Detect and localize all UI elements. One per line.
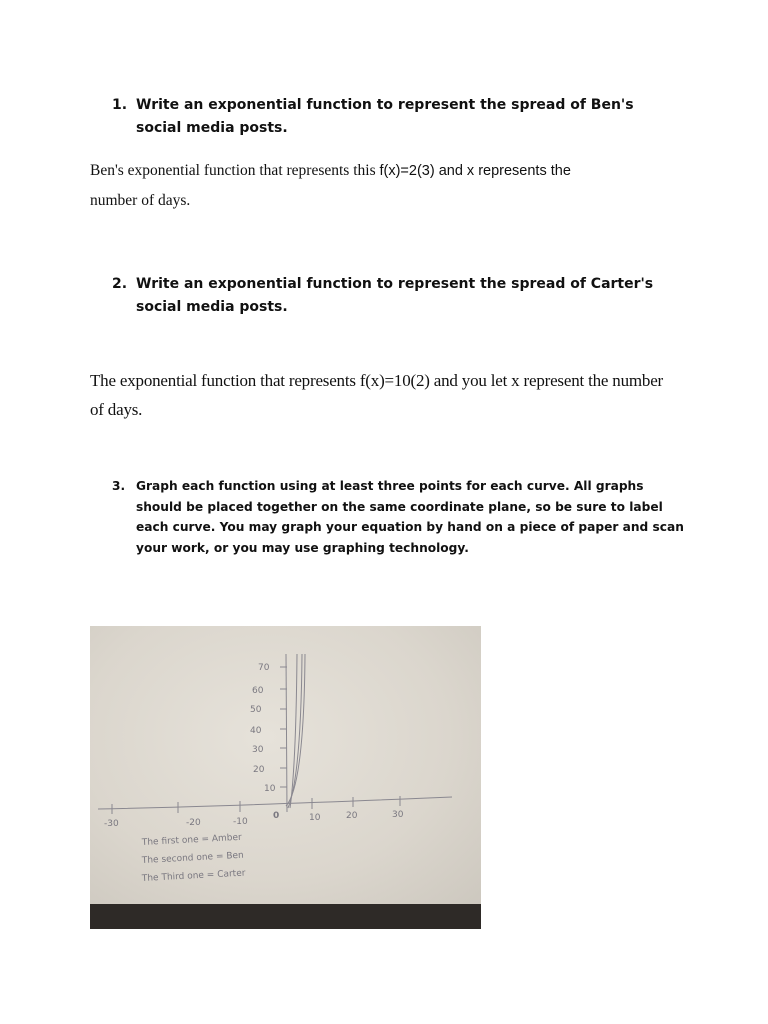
graph-photo	[90, 626, 481, 929]
y-tick-label-40: 40	[250, 726, 262, 736]
question-2	[112, 273, 672, 319]
y-axis-line	[286, 654, 287, 812]
y-tick-label-20: 20	[253, 765, 265, 775]
x-tick-label-20: 20	[346, 811, 358, 821]
x-tick-label-neg30: -30	[104, 819, 119, 829]
x-tick-label-30: 30	[392, 810, 404, 820]
question-3-number: 3.	[112, 479, 126, 493]
y-tick-label-50: 50	[250, 705, 262, 715]
y-tick-label-60: 60	[252, 686, 264, 696]
hand-drawn-graph	[90, 626, 481, 929]
question-1	[112, 94, 672, 140]
answer-1-part1: Ben's exponential function that represents this	[90, 162, 380, 179]
y-tick-label-10: 10	[264, 784, 276, 794]
x-axis-line	[98, 797, 452, 809]
y-tick-label-70: 70	[258, 663, 270, 673]
answer-1	[90, 156, 690, 216]
x-tick-label-neg10: -10	[233, 817, 248, 827]
question-2-number: 2.	[112, 276, 128, 292]
question-1-text: Write an exponential function to represent the spread of Ben's social media posts.	[136, 97, 634, 136]
answer-1-part3: number of days.	[90, 192, 191, 209]
x-tick-label-10: 10	[309, 813, 321, 823]
legend-amber: The first one = Amber	[141, 832, 242, 848]
question-1-number: 1.	[112, 97, 128, 113]
legend-carter: The Third one = Carter	[141, 868, 246, 884]
question-2-text: Write an exponential function to represent the spread of Carter's social media posts.	[136, 276, 654, 315]
question-3	[112, 476, 692, 558]
answer-1-part2: f(x)=2(3) and x represents the	[379, 163, 571, 179]
question-3-text: Graph each function using at least three points for each curve. All graphs should be placed together on the same coordinate plane, so be sure to label each curve. You may graph your equation by hand on a piece of paper and scan your work, or you may use graphing technology.	[136, 479, 684, 555]
curve-amber	[290, 654, 297, 808]
answer-2: The exponential function that represents f(x)=10(2) and you let x represent the number of days.	[90, 371, 664, 419]
origin-label: 0	[273, 811, 280, 821]
x-tick-label-neg20: -20	[186, 818, 201, 828]
legend-ben: The second one = Ben	[141, 850, 245, 866]
y-tick-label-30: 30	[252, 745, 264, 755]
